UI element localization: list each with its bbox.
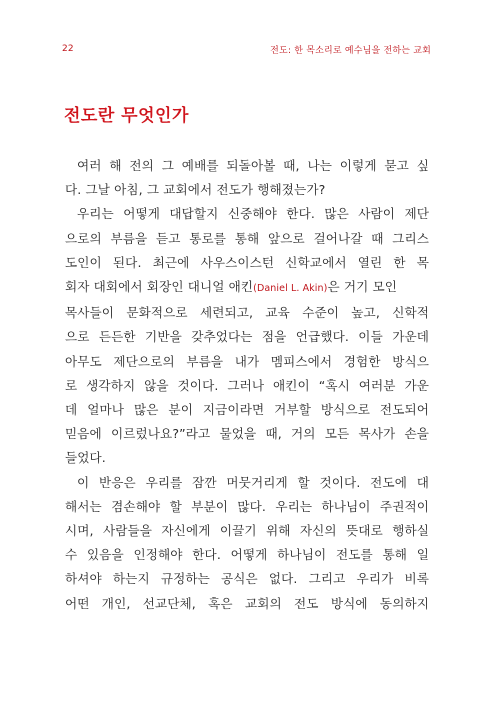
paragraph-1 — [65, 154, 429, 202]
text-line: 도인이 된다. 최근에 사우스이스턴 신학교에서 열린 한 목 — [65, 254, 429, 270]
page-number: 22 — [62, 44, 74, 54]
text-line: 으로의 부름을 듣고 통로를 통해 앞으로 걸어나갈 때 그리스 — [65, 230, 429, 246]
paragraph-3 — [65, 471, 429, 616]
running-title: 전도: 한 목소리로 예수님을 전하는 교회 — [270, 45, 431, 56]
text-line: 으로 든든한 기반을 갖추었다는 점을 언급했다. 이들 가운데 — [65, 329, 429, 345]
text-line: 하셔야 하는지 규정하는 공식은 없다. 그리고 우리가 비록 — [65, 571, 429, 587]
text-line: 로 생각하지 않을 것이다. 그러나 애킨이 “혹시 여러분 가운 — [65, 377, 429, 393]
text-line: 여러 해 전의 그 예배를 되돌아볼 때, 나는 이렇게 묻고 싶 — [77, 158, 429, 173]
text-segment: 은 거기 모인 — [327, 279, 397, 295]
text-line: 들었다. — [65, 450, 106, 466]
text-line: 우리는 어떻게 대답할지 신중해야 한다. 많은 사람이 제단 — [77, 206, 429, 222]
section-title: 전도란 무엇인가 — [64, 106, 189, 126]
text-line: 목사들이 문화적으로 세련되고, 교육 수준이 높고, 신학적 — [65, 305, 429, 321]
text-line: 어떤 개인, 선교단체, 혹은 교회의 전도 방식에 동의하지 — [65, 595, 429, 611]
text-line: 해서는 겸손해야 할 부분이 많다. 우리는 하나님이 주권적이 — [65, 498, 429, 514]
paragraph-2 — [65, 202, 429, 470]
body-text — [65, 154, 429, 616]
text-line: 시며, 사람들을 자신에게 이끌기 위해 자신의 뜻대로 행하실 — [65, 523, 429, 539]
text-line: 이 반응은 우리를 잠깐 머뭇거리게 할 것이다. 전도에 대 — [77, 474, 429, 490]
text-line: 믿음에 이르렀나요?”라고 물었을 때, 거의 모든 목사가 손을 — [65, 426, 429, 442]
text-line — [65, 275, 429, 301]
text-line: 수 있음을 인정해야 한다. 어떻게 하나님이 전도를 통해 일 — [65, 547, 429, 563]
running-header — [62, 42, 431, 56]
text-line: 데 얼마나 많은 분이 지금이라면 거부할 방식으로 전도되어 — [65, 402, 429, 418]
text-line: 다. 그날 아침, 그 교회에서 전도가 행해졌는가? — [65, 182, 326, 198]
text-line: 아무도 제단으로의 부름을 내가 멤피스에서 경험한 방식으 — [65, 353, 429, 369]
author-name-english: (Daniel L. Akin) — [253, 283, 328, 295]
text-segment: 회자 대회에서 회장인 대니얼 애킨 — [65, 279, 254, 295]
